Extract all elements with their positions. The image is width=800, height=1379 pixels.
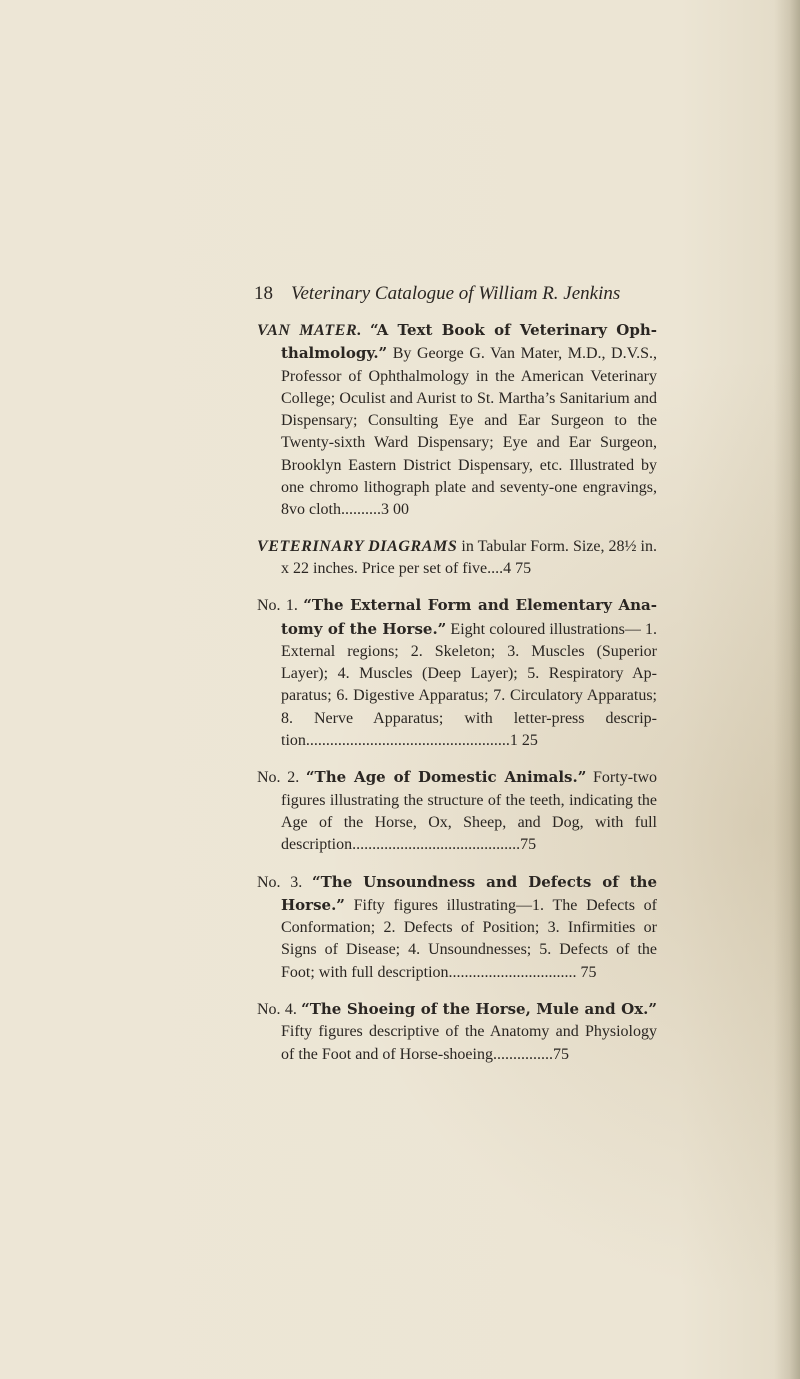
- entry-leaders: ...............: [492, 1045, 553, 1063]
- page-number: 18: [254, 283, 273, 304]
- entry-title: “The Unsoundness and Defects of the Horse.”: [281, 872, 657, 914]
- entry-veterinary-diagrams: [257, 536, 657, 581]
- running-head: [254, 283, 657, 305]
- entry-leaders: ..........: [341, 501, 381, 519]
- page-edge-shadow: [774, 0, 800, 1379]
- entry-heading: No. 3.: [257, 873, 303, 891]
- entry-van-mater: [257, 319, 657, 522]
- entry-body: Fifty figures illustrating—1. The Defects of Conformation; 2. Defects of Position; 3. Infirmities or Signs of Disease; 4. Unsoundnesses; 5. Defects of the Foot; with full description: [281, 896, 657, 981]
- entry-heading: No. 2.: [257, 769, 300, 787]
- page-content: [254, 283, 658, 1080]
- entry-diagram-no-1: [257, 594, 657, 752]
- entry-price: 4 75: [503, 559, 532, 577]
- entry-price: 3 00: [381, 501, 409, 519]
- entry-body: in Tabular Form. Size, 28½ in. x 22 inches. Price per set of five: [281, 537, 658, 577]
- entry-body: Fifty figures descriptive of the Anatomy and Physiology of the Foot and of Horse-shoeing: [281, 1023, 657, 1063]
- entry-body: Eight coloured illustrations— 1. External regions; 2. Skeleton; 3. Muscles (Superior Layer); 4. Muscles (Deep Layer); 5. Respiratory Apparatus; 6. Digestive Apparatus; 7. Circulatory Apparatus; 8. Nerve Apparatus; with letter-press description: [281, 620, 657, 750]
- running-title: Veterinary Catalogue of William R. Jenkins: [291, 283, 621, 304]
- entry-price: 75: [520, 836, 537, 854]
- entry-leaders: ...................................................: [305, 732, 510, 750]
- entry-title: “A Text Book of Veterinary Ophthalmology.”: [281, 321, 658, 363]
- entry-heading: VETERINARY DIAGRAMS: [257, 537, 458, 555]
- entry-diagram-no-3: [257, 871, 657, 984]
- entry-heading: No. 1.: [257, 597, 298, 615]
- entry-diagram-no-2: [257, 766, 657, 856]
- entry-price: 75: [580, 963, 597, 981]
- entry-leaders: ................................: [448, 963, 577, 981]
- entry-leaders: ....: [487, 559, 504, 577]
- entry-title: “The External Form and Elementary Anatomy of the Horse.”: [281, 596, 658, 638]
- entry-leaders: ..........................................: [352, 836, 521, 854]
- entry-title: “The Age of Domestic Animals.”: [305, 768, 587, 787]
- entry-price: 1 25: [509, 732, 538, 750]
- entry-price: 75: [552, 1045, 569, 1063]
- entry-body: Forty-two figures illustrating the structure of the teeth, indicating the Age of the Horse, Ox, Sheep, and Dog, with full description: [281, 769, 658, 854]
- entry-body: By George G. Van Mater, M.D., D.V.S., Professor of Ophthalmology in the American Veterinary College; Oculist and Aurist to St. Martha’s Sanitarium and Dispensary; Consulting Eye and Ear Surgeon to the Twenty-sixth Ward Dispensary; Eye and Ear Surgeon, Brooklyn Eastern District Dispensary, etc. Illustrated by one chromo lithograph plate and seventy-one engravings, 8vo cloth: [281, 345, 657, 519]
- entry-diagram-no-4: [257, 998, 657, 1066]
- entry-heading: No. 4.: [257, 1001, 297, 1019]
- entry-title: “The Shoeing of the Horse, Mule and Ox.”: [301, 1000, 658, 1019]
- entry-heading: VAN MATER.: [257, 322, 362, 339]
